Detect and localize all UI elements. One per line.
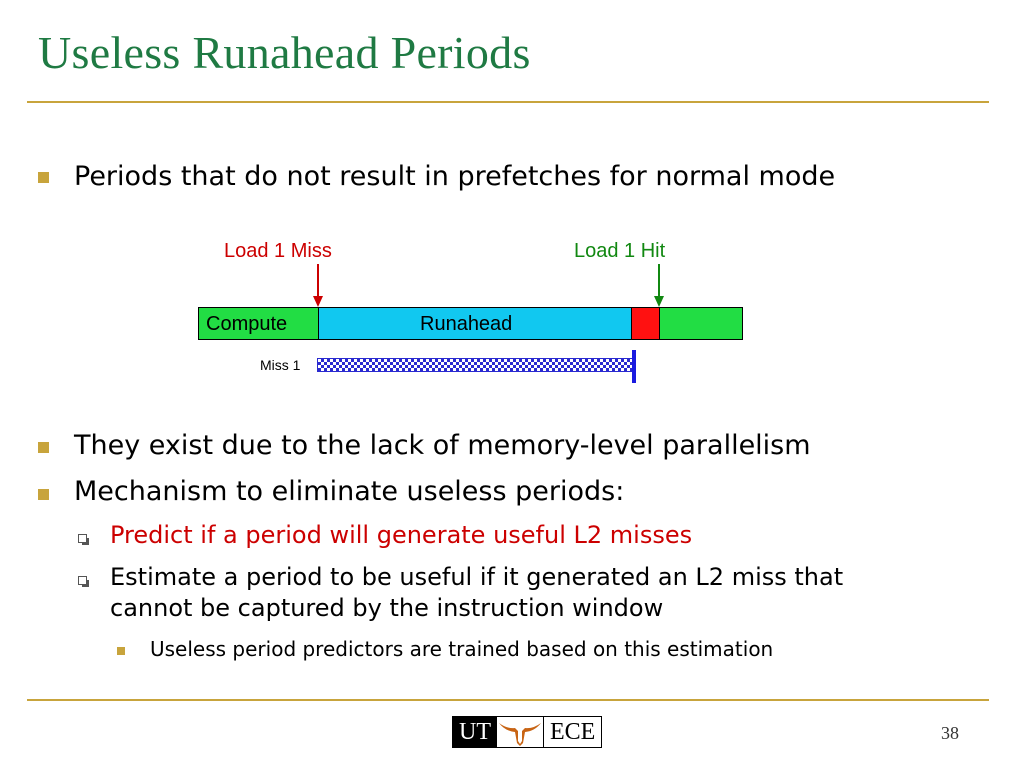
stall-segment (631, 307, 660, 340)
load-hit-label: Load 1 Hit (574, 240, 666, 262)
bullet-marker (38, 489, 49, 500)
sub-bullet-marker (78, 576, 87, 585)
sub-bullet-marker (78, 534, 87, 543)
bullet-3: Mechanism to eliminate useless periods: (74, 476, 625, 507)
sub-bullet-2-line1: Estimate a period to be useful if it generated an L2 miss that (110, 563, 844, 591)
slide-title: Useless Runahead Periods (38, 27, 531, 78)
runahead-label: Runahead (420, 313, 513, 335)
load-miss-label: Load 1 Miss (224, 240, 332, 262)
sub-sub-bullet-1: Useless period predictors are trained based on this estimation (150, 637, 774, 661)
footer-divider (27, 699, 989, 701)
ut-ece-logo (452, 716, 602, 748)
compute-label: Compute (206, 313, 288, 335)
sub-bullet-1: Predict if a period will generate useful L2 misses (110, 521, 693, 549)
resume-segment (659, 307, 743, 340)
bullet-marker (38, 442, 49, 453)
load-miss-arrowhead (313, 296, 323, 307)
bullet-1: Periods that do not result in prefetches for normal mode (74, 161, 836, 192)
miss-end-marker (632, 350, 636, 383)
logo-ece-text: ECE (543, 717, 601, 747)
longhorn-icon (497, 717, 543, 747)
sub-sub-bullet-marker (117, 647, 125, 655)
miss-row-label: Miss 1 (260, 357, 301, 373)
page-number: 38 (941, 723, 959, 743)
load-hit-arrowhead (654, 296, 664, 307)
logo-ut-text: UT (453, 717, 497, 747)
sub-bullet-2-line2: cannot be captured by the instruction window (110, 594, 664, 622)
bullet-2: They exist due to the lack of memory-level parallelism (74, 430, 811, 461)
miss-latency-bar (317, 358, 633, 372)
